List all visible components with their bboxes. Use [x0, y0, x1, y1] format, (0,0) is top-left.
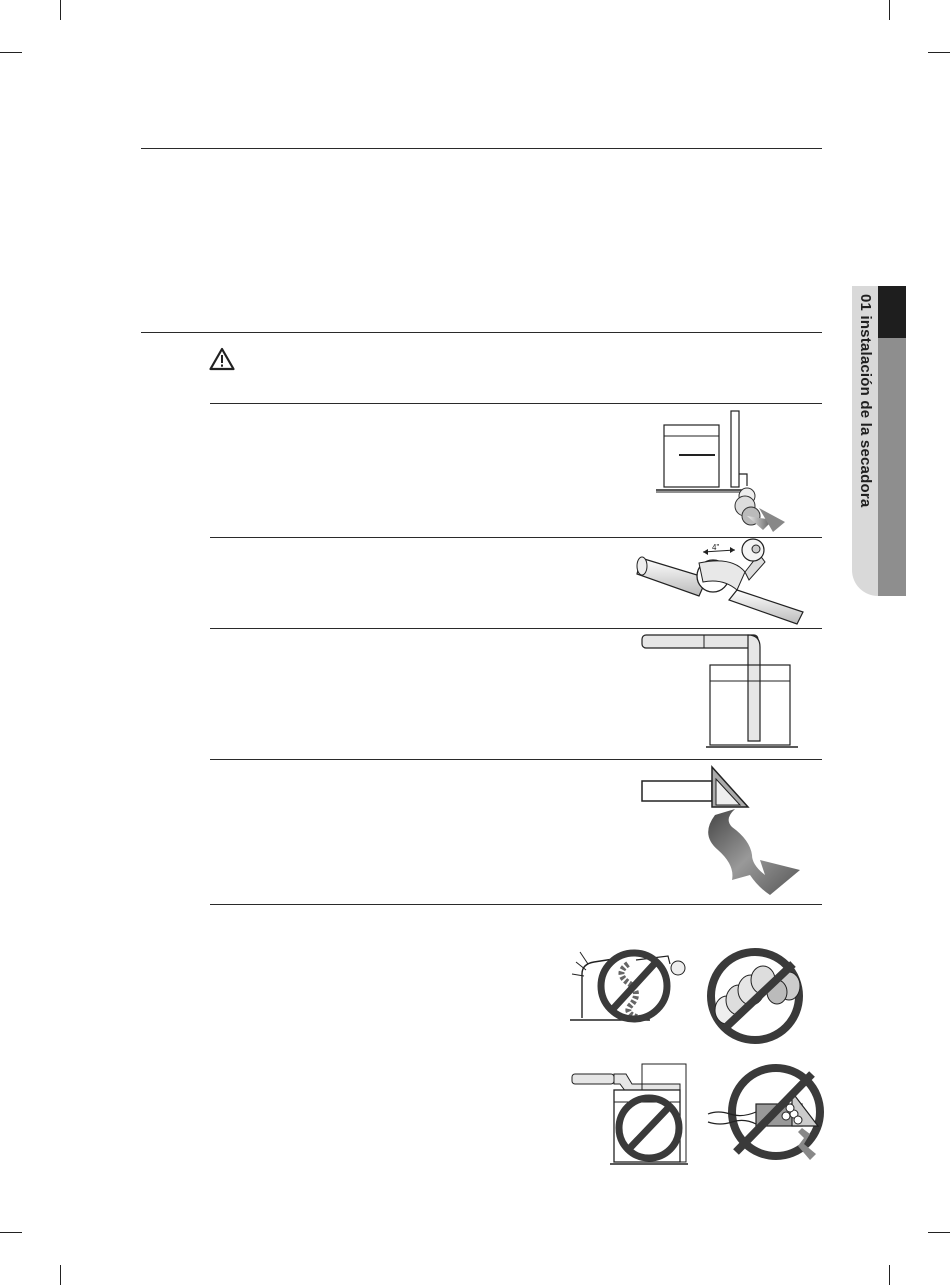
duct-tape-illustration [637, 538, 807, 624]
item-divider [210, 628, 822, 629]
duct-wall-routing-illustration [640, 633, 800, 753]
item-divider [210, 759, 822, 760]
dryer-duct-connection-illustration [655, 408, 785, 533]
prohibited-crushed-duct-illustration [570, 944, 695, 1024]
prohibited-duct-routing-illustration [570, 1060, 695, 1166]
crop-mark [60, 1265, 61, 1285]
crop-mark [889, 1265, 890, 1285]
crop-mark [928, 1232, 950, 1233]
side-tab-marker [878, 286, 906, 338]
section-rule [141, 332, 822, 333]
prohibited-foil-duct-illustration [703, 948, 811, 1048]
crop-mark [928, 52, 950, 53]
section-rule [141, 148, 822, 149]
exhaust-hood-illustration [640, 765, 802, 900]
crop-mark [0, 52, 22, 53]
item-divider [210, 904, 822, 905]
side-tab-label: 01 instalación de la secadora [857, 294, 874, 508]
warning-triangle-icon [209, 347, 235, 371]
item-divider [210, 403, 822, 404]
prohibited-blocked-hood-illustration [706, 1062, 826, 1168]
crop-mark [60, 0, 61, 20]
crop-mark [0, 1232, 22, 1233]
crop-mark [889, 0, 890, 20]
duct-tape-measurement-label: 4" [712, 543, 720, 552]
